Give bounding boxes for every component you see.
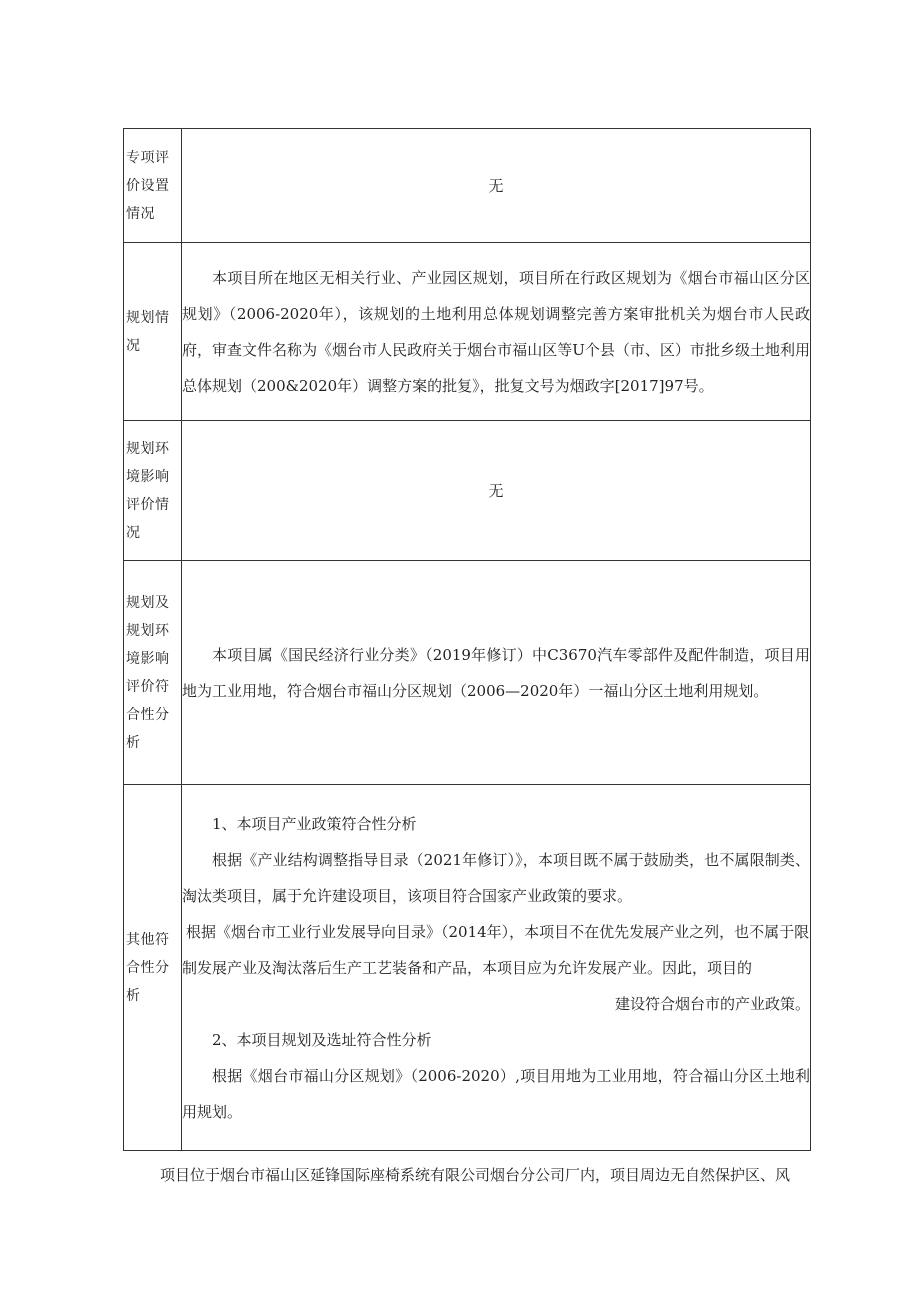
row-content <box>182 785 811 1151</box>
row-label <box>124 785 182 1151</box>
content-text: 无 <box>488 481 504 500</box>
content-text: 本项目所在地区无相关行业、产业园区规划，项目所在行政区规划为《烟台市福山区分区规划》（2006-2020年），该规划的土地利用总体规划调整完善方案审批机关为烟台市人民政府，审查文件名称为《烟台市人民政府关于烟台市福山区等U个县（市、区）市批乡级土地利用总体规划（200&2020年）调整方案的批复》，批复文号为烟政字[2017]97号。 <box>182 268 810 395</box>
row-content <box>182 421 811 561</box>
section-heading: 2、本项目规划及选址符合性分析 <box>212 1030 432 1049</box>
row-label <box>124 129 182 243</box>
content-text: 根据《烟台市工业行业发展导向目录》（2014年），本项目不在优先发展产业之列，也不属于限制发展产业及淘汰落后生产工艺装备和产品，本项目应为允许发展产业。因此，项目的 <box>182 922 810 977</box>
row-label <box>124 421 182 561</box>
content-text: 建设符合烟台市的产业政策。 <box>614 994 810 1013</box>
label-text: 专项评价设置情况 <box>126 149 170 222</box>
content-text: 根据《烟台市福山分区规划》（2006-2020）,项目用地为工业用地，符合福山分区土地利用规划。 <box>182 1066 810 1121</box>
label-text: 规划环境影响评价情况 <box>126 440 170 541</box>
row-content <box>182 243 811 421</box>
content-text: 本项目属《国民经济行业分类》（2019年修订）中C3670汽车零部件及配件制造，项目用地为工业用地，符合烟台市福山分区规划（2006—2020年）一福山分区土地利用规划。 <box>182 645 810 700</box>
label-text: 其他符合性分析 <box>126 931 170 1004</box>
label-text: 规划情况 <box>126 309 170 354</box>
table-row <box>124 243 811 421</box>
row-content <box>182 129 811 243</box>
row-label <box>124 561 182 785</box>
table-row <box>124 129 811 243</box>
table-row <box>124 421 811 561</box>
assessment-table <box>123 128 811 1151</box>
section-heading: 1、本项目产业政策符合性分析 <box>212 814 417 833</box>
content-text: 无 <box>488 176 504 195</box>
label-text: 规划及规划环境影响评价符合性分析 <box>126 594 170 751</box>
row-content <box>182 561 811 785</box>
table-row <box>124 785 811 1151</box>
content-text: 根据《产业结构调整指导目录（2021年修订）》，本项目既不属于鼓励类，也不属限制类、淘汰类项目，属于允许建设项目，该项目符合国家产业政策的要求。 <box>182 850 810 905</box>
row-label <box>124 243 182 421</box>
table-row <box>124 561 811 785</box>
body-paragraph: 项目位于烟台市福山区延锋国际座椅系统有限公司烟台分公司厂内，项目周边无自然保护区、风 <box>160 1166 791 1184</box>
